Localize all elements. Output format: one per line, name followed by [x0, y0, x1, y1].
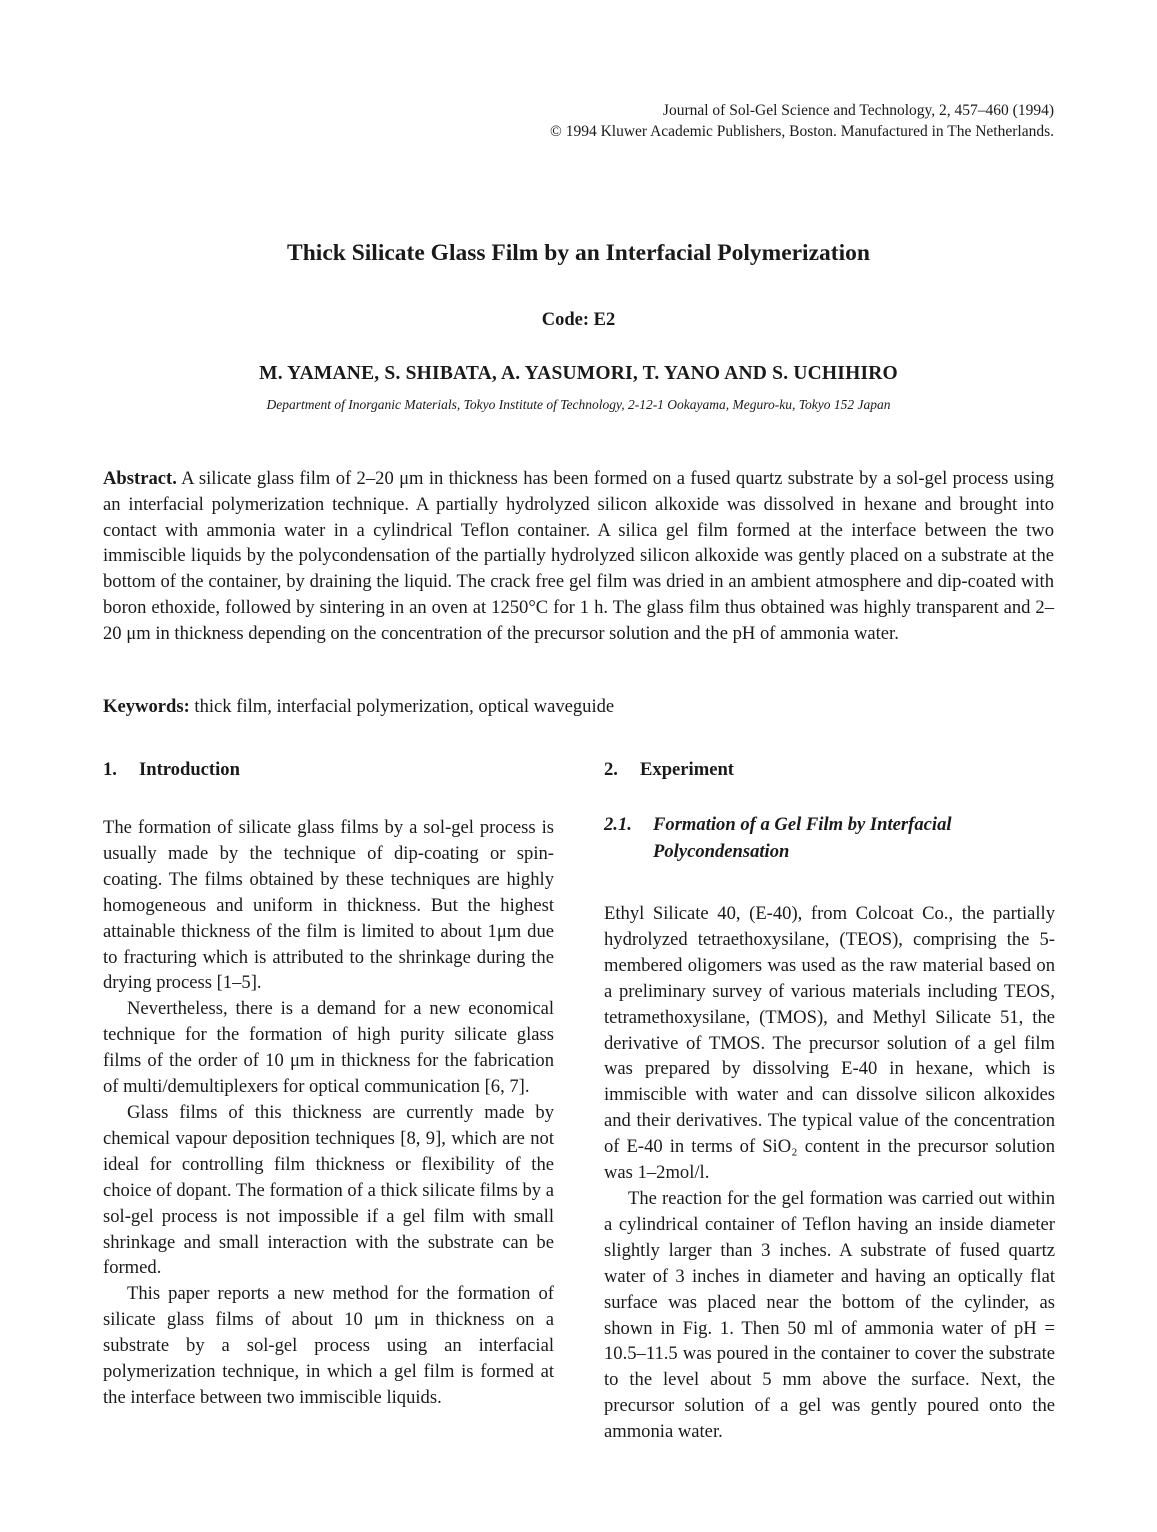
paragraph: This paper reports a new method for the formation of silicate glass films of about 10 μm in thickness on a substrate by a sol-gel process using an interfacial polymerization technique, in which a gel film is formed at the interface between two immiscible liquids.: [103, 1283, 554, 1408]
paragraph: Nevertheless, there is a demand for a new economical technique for the formation of high purity silicate glass films of the order of 10 μm in thickness for the fabrication of multi/demultiplexers for optical communication [6, 7].: [103, 998, 554, 1098]
right-column: [604, 757, 1055, 1445]
subsection-number: 2.1.: [604, 814, 632, 835]
section-heading-introduction: [103, 757, 554, 783]
paragraph: Ethyl Silicate 40, (E-40), from Colcoat Co., the partially hydrolyzed tetraethoxysilane, (TEOS), comprising the 5-membered oligomers was used as the raw material based on a preliminary survey of various materials including TEOS, tetramethoxysilane, (TMOS), and Methyl Silicate 51, the derivative of TMOS. The precursor solution of a gel film was prepared by dissolving E-40 in hexane, which is immiscible with water and can dissolve silicon alkoxides and their derivatives. The typical value of the concentration of E-40 in terms of SiO₂ content in the precursor solution was 1–2mol/l.: [604, 903, 1055, 1184]
abstract: [103, 466, 1054, 647]
keywords-text: thick film, interfacial polymerization, optical waveguide: [194, 696, 615, 717]
section-heading-experiment: [604, 757, 1055, 783]
paper-code: Code: E2: [541, 310, 616, 330]
paragraph: The reaction for the gel formation was carried out within a cylindrical container of Teflon having an inside diameter slightly larger than 3 inches. A substrate of fused quartz water of 3 inches in diameter and having an optically flat surface was placed near the bottom of the cylinder, as shown in Fig. 1. Then 50 ml of ammonia water of pH = 10.5–11.5 was poured in the container to cover the substrate to the level about 5 mm above the surface. Next, the precursor solution of a gel was gently poured onto the ammonia water.: [604, 1187, 1055, 1443]
abstract-text: A silicate glass film of 2–20 μm in thickness has been formed on a fused quartz substrate by a sol-gel process using an interfacial polymerization technique. A partially hydrolyzed silicon alkoxide was dissolved in hexane and brought into contact with ammonia water in a cylindrical Teflon container. A silica gel film formed at the interface between the two immiscible liquids by the polycondensation of the partially hydrolyzed silicon alkoxide was gently placed on a substrate at the bottom of the container, by draining the liquid. The crack free gel film was dried in an ambient atmosphere and dip-coated with boron ethoxide, followed by sintering in an oven at 1250°C for 1 h. The glass film thus obtained was highly transparent and 2–20 μm in thickness depending on the concentration of the precursor solution and the pH of ammonia water.: [103, 468, 1054, 644]
paper-title: Thick Silicate Glass Film by an Interfacial Polymerization: [287, 240, 870, 266]
copyright-notice: © 1994 Kluwer Academic Publishers, Boston. Manufactured in The Netherlands.: [550, 123, 1054, 140]
left-column: [103, 757, 554, 1411]
subsection-title: Formation of a Gel Film by Interfacial Polycondensation: [653, 814, 952, 862]
section-title: Introduction: [139, 759, 240, 780]
paragraph: The formation of silicate glass films by a sol-gel process is usually made by the technique of dip-coating or spin-coating. The films obtained by these techniques are highly homogeneous and uniform in thickness. But the highest attainable thickness of the film is limited to about 1μm due to fracturing which is attributed to the shrinkage during the drying process [1–5].: [103, 817, 554, 994]
keywords-label: Keywords:: [103, 696, 190, 717]
author-list: M. YAMANE, S. SHIBATA, A. YASUMORI, T. YANO AND S. UCHIHIRO: [259, 363, 898, 384]
journal-header: [550, 100, 1054, 142]
keywords: [103, 694, 1054, 720]
paragraph: Glass films of this thickness are currently made by chemical vapour deposition techniques [8, 9], which are not ideal for controlling film thickness or flexibility of the choice of dopant. The formation of a thick silicate films by a sol-gel process is not impossible if a gel film with small shrinkage and small interaction with the substrate can be formed.: [103, 1101, 554, 1279]
journal-citation: Journal of Sol-Gel Science and Technology, 2, 457–460 (1994): [662, 102, 1054, 119]
subsection-heading: [604, 812, 1055, 865]
section-number: 1.: [103, 759, 117, 780]
section-number: 2.: [604, 759, 618, 780]
abstract-label: Abstract.: [103, 468, 177, 489]
author-affiliation: Department of Inorganic Materials, Tokyo Institute of Technology, 2-12-1 Ookayama, Meguro-ku, Tokyo 152 Japan: [266, 397, 891, 412]
section-title: Experiment: [640, 759, 734, 780]
